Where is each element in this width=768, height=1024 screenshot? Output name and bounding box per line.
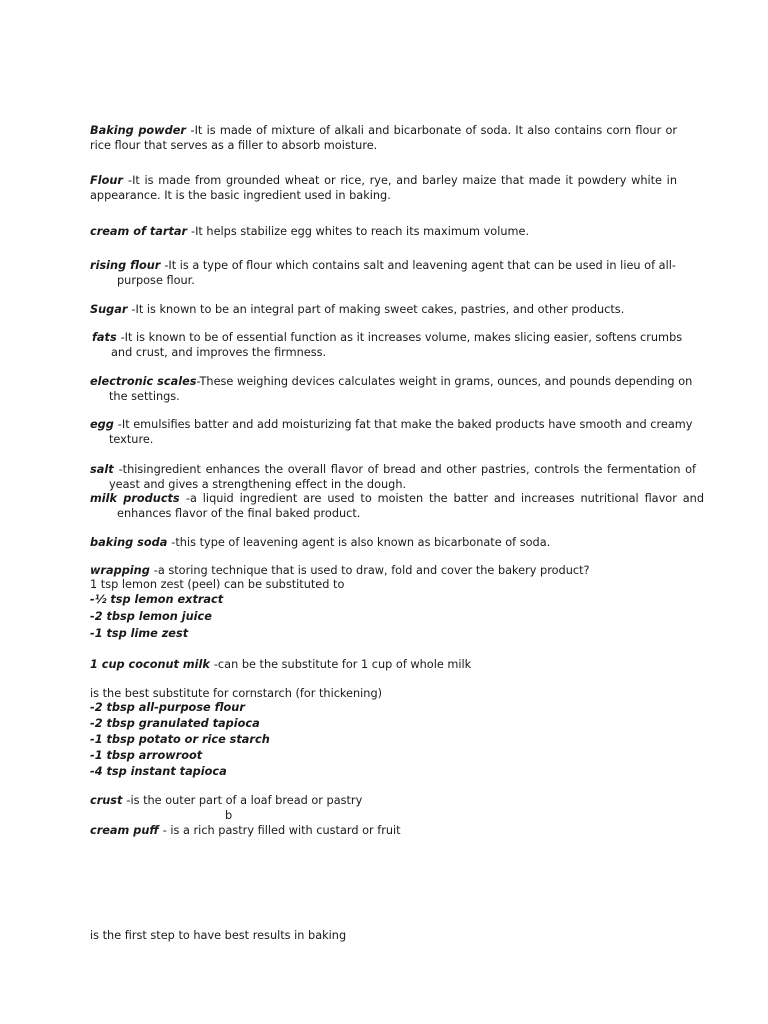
cornstarch-intro: is the best substitute for cornstarch (for thickening) (90, 687, 383, 700)
footer-text: is the first step to have best results in baking (90, 929, 347, 942)
entry-rising-flour: rising flour -It is a type of flour which contains salt and leavening agent that can be used in lieu of all-purpose flour. (90, 259, 676, 287)
entry-cream-puff: cream puff - is a rich pastry filled with custard or fruit (90, 824, 401, 837)
cornstarch-item: -1 tbsp arrowroot (90, 749, 203, 762)
cornstarch-item: -1 tbsp potato or rice starch (90, 733, 270, 746)
lemon-item: -1 tsp lime zest (90, 627, 189, 640)
entry-wrapping: wrapping -a storing technique that is used to draw, fold and cover the bakery product? (90, 564, 590, 577)
entry-egg: egg -It emulsifies batter and add moisturizing fat that make the baked products have smooth and creamy texture. (90, 418, 693, 446)
entry-milk-products: milk products -a liquid ingredient are used to moisten the batter and increases nutritional flavor and enhances flavor of the final baked product. (90, 492, 704, 520)
entry-electronic-scales: electronic scales-These weighing devices calculates weight in grams, ounces, and pounds depending on the settings. (90, 375, 693, 403)
cornstarch-item: -4 tsp instant tapioca (90, 765, 227, 778)
entry-baking-powder: Baking powder -It is made of mixture of alkali and bicarbonate of soda. It also contains corn flour or rice flour that serves as a filler to absorb moisture. (90, 124, 678, 152)
entry-coconut-milk: 1 cup coconut milk -can be the substitute for 1 cup of whole milk (90, 658, 472, 671)
cornstarch-item: -2 tbsp all-purpose flour (90, 701, 245, 714)
cornstarch-item: -2 tbsp granulated tapioca (90, 717, 260, 730)
entry-sugar: Sugar -It is known to be an integral part of making sweet cakes, pastries, and other products. (90, 303, 625, 316)
entry-flour: Flour -It is made from grounded wheat or rice, rye, and barley maize that made it powdery white in appearance. It is the basic ingredient used in baking. (90, 174, 677, 202)
lemon-item: -½ tsp lemon extract (90, 593, 224, 606)
entry-cream-of-tartar: cream of tartar -It helps stabilize egg whites to reach its maximum volume. (90, 225, 530, 238)
entry-salt: salt -thisingredient enhances the overall flavor of bread and other pastries, controls the fermentation of yeast and gives a strengthening effect in the dough. (90, 463, 696, 491)
entry-fats: fats -It is known to be of essential function as it increases volume, makes slicing easier, softens crumbs and crust, and improves the firmness. (92, 331, 683, 359)
stray-letter: b (225, 809, 233, 822)
lemon-intro: 1 tsp lemon zest (peel) can be substituted to (90, 578, 345, 591)
lemon-item: -2 tbsp lemon juice (90, 610, 212, 623)
entry-crust: crust -is the outer part of a loaf bread or pastry (90, 794, 363, 807)
entry-baking-soda: baking soda -this type of leavening agent is also known as bicarbonate of soda. (90, 536, 551, 549)
